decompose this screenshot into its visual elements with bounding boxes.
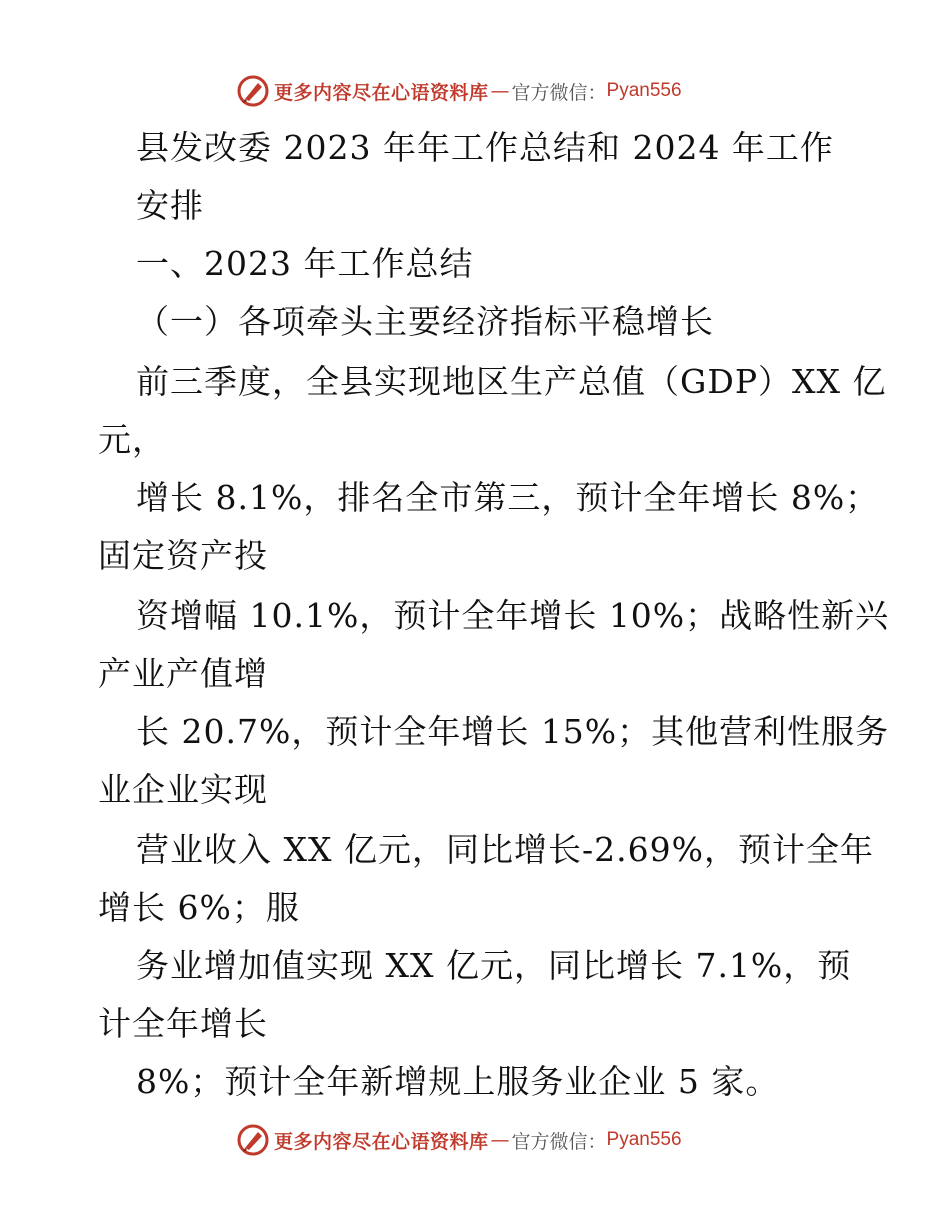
watermark-text: 更多内容尽在心语资料库	[274, 1130, 489, 1153]
watermark-text: 更多内容尽在心语资料库	[274, 81, 489, 104]
watermark-header	[236, 74, 682, 108]
watermark-contact-id: Pyan556	[606, 1129, 682, 1150]
watermark-contact-label: 官方微信：	[511, 81, 607, 104]
paragraph-line: 元，	[98, 420, 166, 459]
pen-logo-icon	[236, 74, 270, 108]
paragraph-line: 营业收入 XX 亿元，同比增长-2.69%，预计全年	[136, 830, 874, 869]
paragraph-line: 固定资产投	[98, 536, 268, 575]
watermark-contact-id: Pyan556	[606, 80, 682, 101]
paragraph-line: 产业产值增	[98, 654, 268, 693]
section-heading: 一、2023 年工作总结	[136, 244, 474, 283]
paragraph-line: 资增幅 10.1%，预计全年增长 10%；战略性新兴	[136, 596, 890, 635]
document-title-line-2: 安排	[136, 186, 204, 225]
watermark-contact-label: 官方微信：	[511, 1130, 607, 1153]
document-title-line-1: 县发改委 2023 年年工作总结和 2024 年工作	[136, 128, 834, 167]
subsection-heading: （一）各项牵头主要经济指标平稳增长	[136, 302, 714, 341]
paragraph-line: 长 20.7%，预计全年增长 15%；其他营利性服务	[136, 712, 890, 751]
watermark-footer	[236, 1123, 682, 1157]
watermark-dash: —	[490, 1129, 510, 1151]
paragraph-line: 业企业实现	[98, 770, 268, 809]
watermark-dash: —	[490, 80, 510, 102]
paragraph-line: 计全年增长	[98, 1004, 268, 1043]
paragraph-line: 前三季度，全县实现地区生产总值（GDP）XX 亿	[136, 362, 887, 401]
paragraph-line: 增长 8.1%，排名全市第三，预计全年增长 8%；	[136, 478, 880, 517]
pen-logo-icon	[236, 1123, 270, 1157]
paragraph-line: 增长 6%；服	[98, 888, 300, 927]
paragraph-line: 务业增加值实现 XX 亿元，同比增长 7.1%，预	[136, 946, 852, 985]
paragraph-line: 8%；预计全年新增规上服务业企业 5 家。	[136, 1062, 780, 1101]
